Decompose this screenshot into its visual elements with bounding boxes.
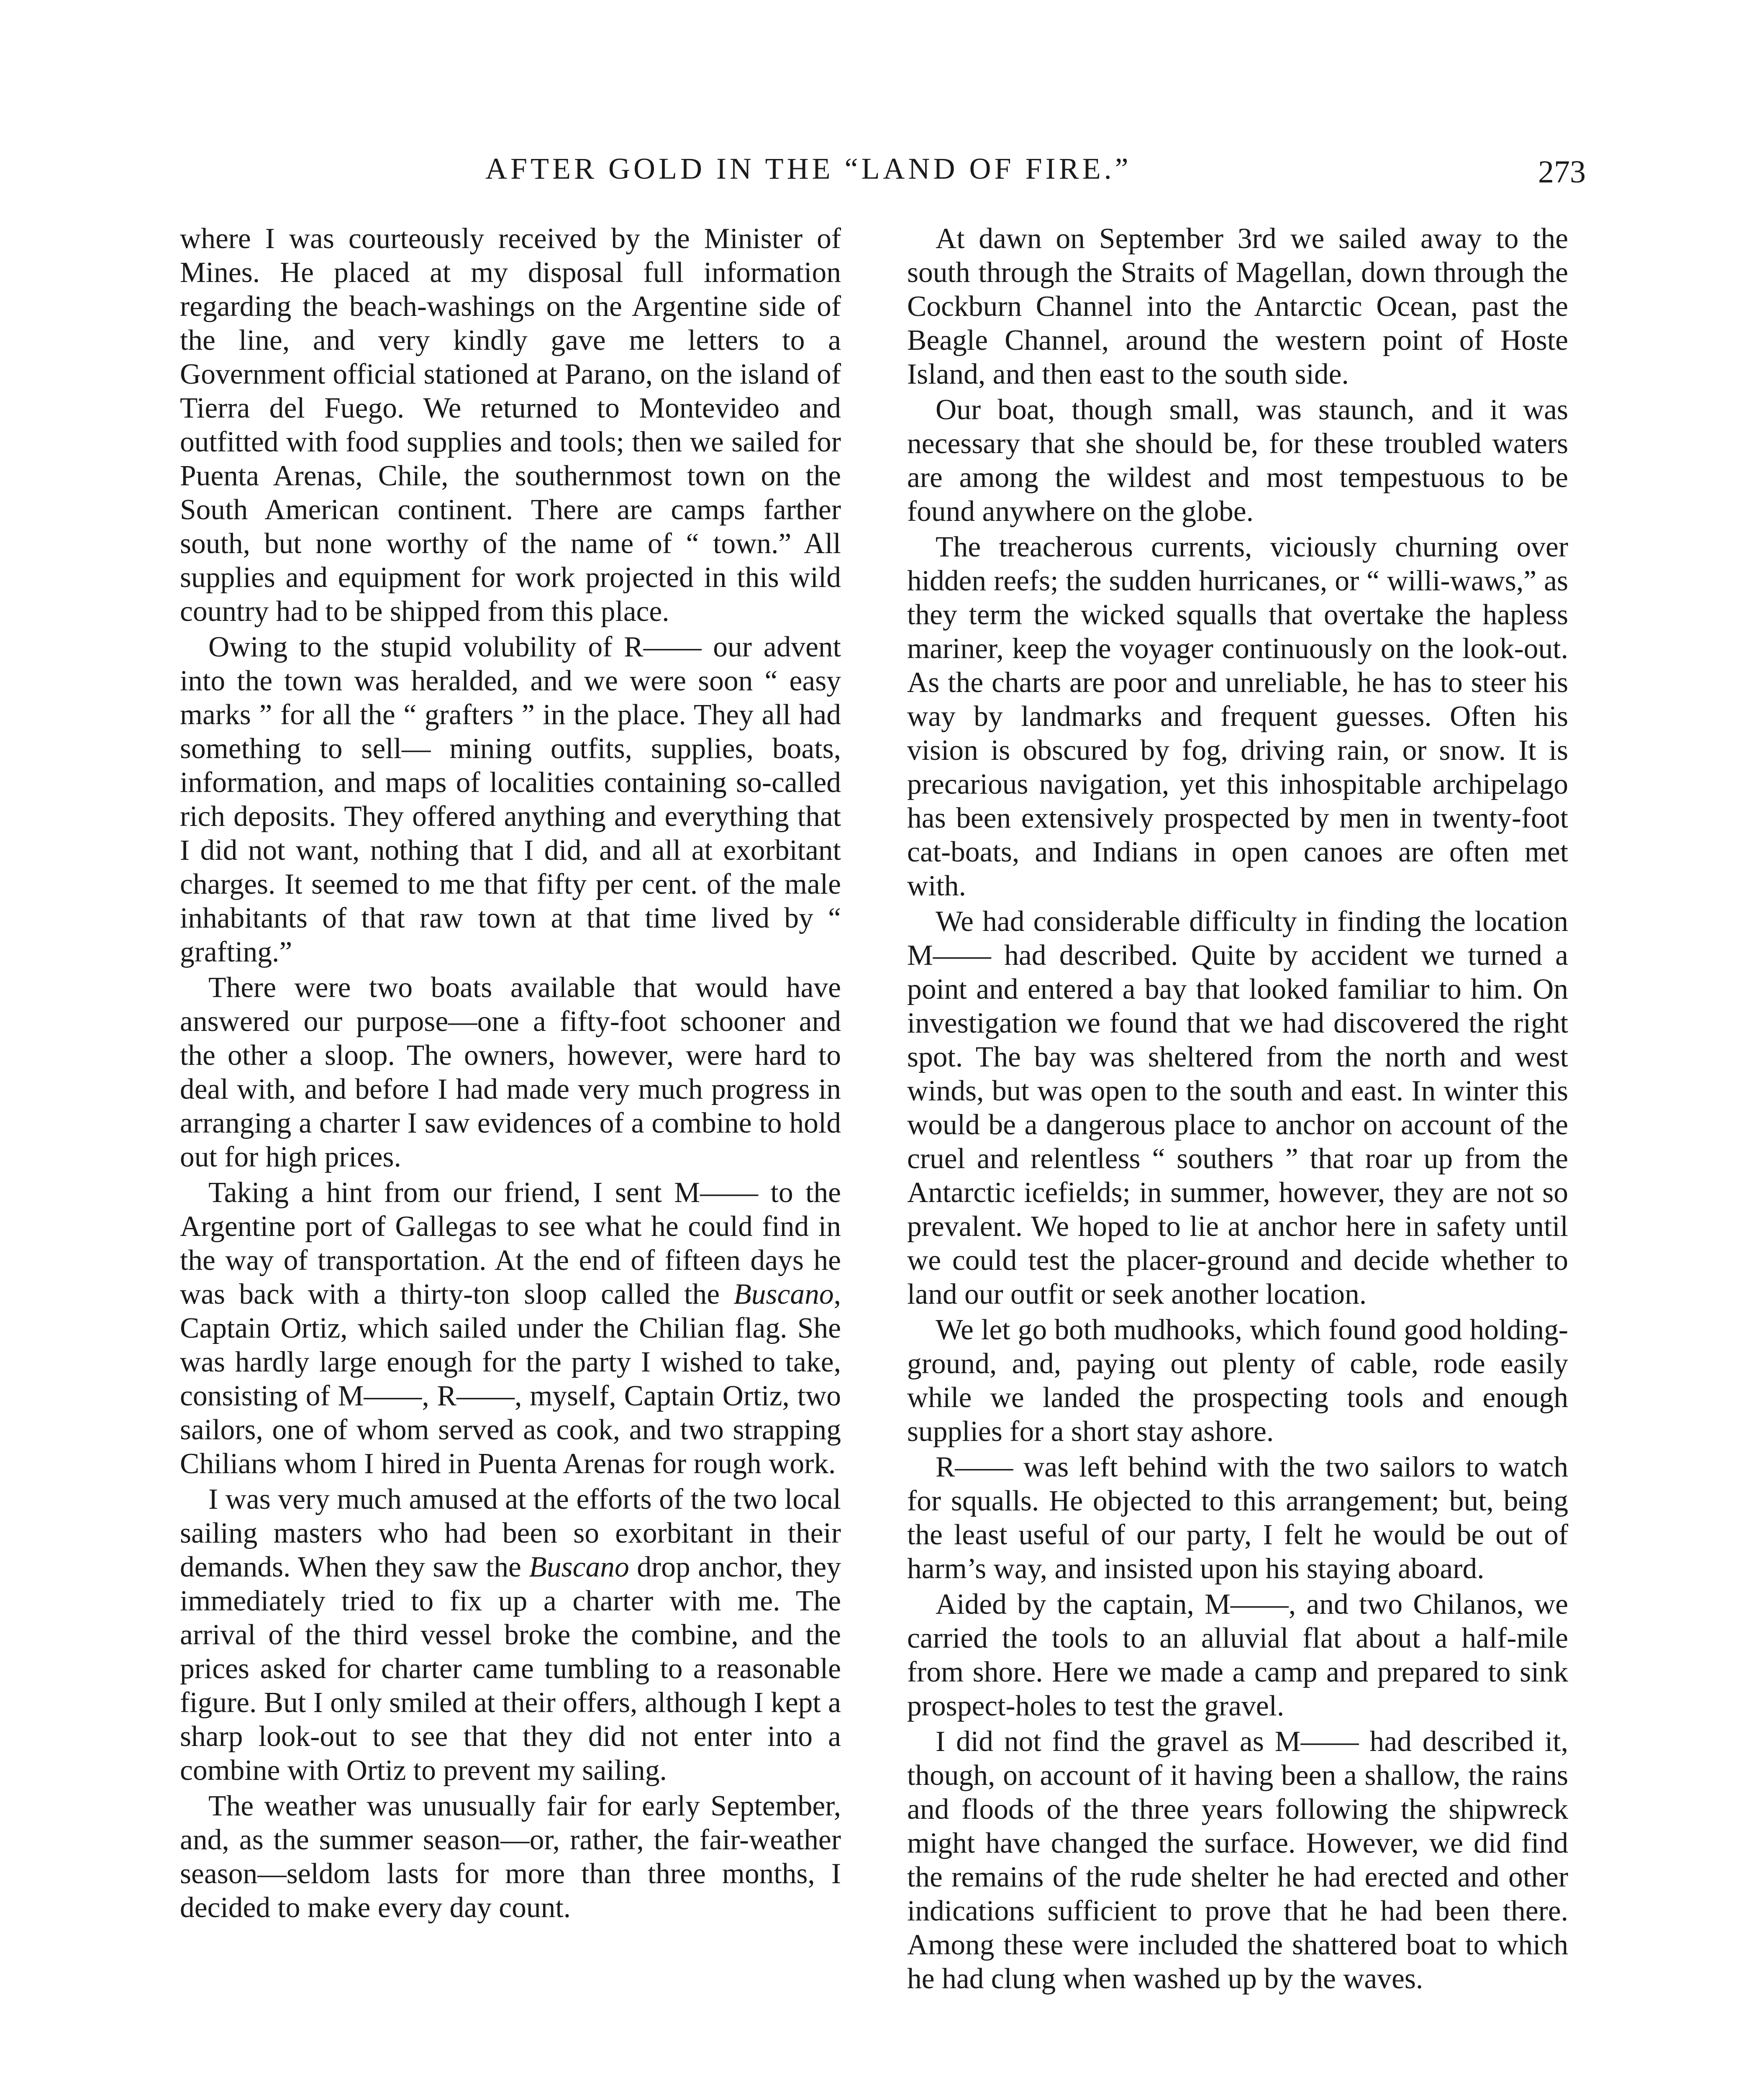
paragraph: I did not find the gravel as M—— had described it, though, on account of it having been a shallow, the rains and floods of the three years following the shipwreck might have changed the surface. However, we did find the remains of the rude shelter he had erected and other indications sufficient to prove that he had been there. Among these were included the shattered boat to which he had clung when washed up by the waves. — [907, 1725, 1568, 1995]
paragraph: The treacherous currents, viciously churning over hidden reefs; the sudden hurricanes, or “ willi-waws,” as they term the wicked squalls that overtake the hapless mariner, keep the voyager continuously on the look-out. As the charts are poor and unreliable, he has to steer his way by landmarks and frequent guesses. Often his vision is obscured by fog, driving rain, or snow. It is precarious navigation, yet this inhospitable archipelago has been extensively prospected by men in twenty-foot cat-boats, and Indians in open canoes are often met with. — [907, 531, 1568, 902]
paragraph — [180, 1482, 841, 1787]
paragraph-text: drop anchor, they immediately tried to fix up a charter with me. The arrival of the third vessel broke the combine, and the prices asked for charter came tumbling to a reasonable figure. But I only smiled at their offers, although I kept a sharp look-out to see that they did not enter into a combine with Ortiz to prevent my sailing. — [180, 1551, 841, 1787]
paragraph: We let go both mudhooks, which found good holding-ground, and, paying out plenty of cable, rode easily while we landed the prospecting tools and enough supplies for a short stay ashore. — [907, 1314, 1568, 1448]
paragraph-text: Taking a hint from our friend, I sent M—— to the Argentine port of Gallegas to see what he could find in the way of transportation. At the end of fifteen days he was back with a thirty-ton sloop called the — [180, 1177, 841, 1310]
page-number: 273 — [1538, 154, 1586, 190]
paragraph-text: I was very much amused at the efforts of the two local sailing masters who had been so exorbitant in their demands. When they saw the — [180, 1483, 841, 1583]
paragraph: We had considerable difficulty in finding the location M—— had described. Quite by accident we turned a point and entered a bay that looked familiar to him. On investigation we found that we had discovered the right spot. The bay was sheltered from the north and west winds, but was open to the south and east. In winter this would be a dangerous place to anchor on account of the cruel and relentless “ southers ” that roar up from the Antarctic icefields; in summer, however, they are not so prevalent. We hoped to lie at anchor here in safety until we could test the placer-ground and decide whether to land our outfit or seek another location. — [907, 905, 1568, 1310]
paragraph: where I was courteously received by the Minister of Mines. He placed at my disposal full information regarding the beach-washings on the Argentine side of the line, and very kindly gave me letters to a Government official stationed at Parano, on the island of Tierra del Fuego. We returned to Montevideo and outfitted with food supplies and tools; then we sailed for Puenta Arenas, Chile, the southernmost town on the South American continent. There are camps farther south, but none worthy of the name of “ town.” All supplies and equipment for work projected in this wild country had to be shipped from this place. — [180, 223, 841, 628]
paragraph: R—— was left behind with the two sailors to watch for squalls. He objected to this arrangement; but, being the least useful of our party, I felt he would be out of harm’s way, and insisted upon his staying aboard. — [907, 1451, 1568, 1585]
ship-name: Buscano — [529, 1551, 629, 1583]
paragraph: The weather was unusually fair for early September, and, as the summer season—or, rather, the fair-weather season—seldom lasts for more than three months, I decided to make every day count. — [180, 1790, 841, 1924]
paragraph: At dawn on September 3rd we sailed away to the south through the Straits of Magellan, down through the Cockburn Channel into the Antarctic Ocean, past the Beagle Channel, around the western point of Hoste Island, and then east to the south side. — [907, 223, 1568, 390]
paragraph: There were two boats available that would have answered our purpose—one a fifty-foot schooner and the other a sloop. The owners, however, were hard to deal with, and before I had made very much progress in arranging a charter I saw evidences of a combine to hold out for high prices. — [180, 972, 841, 1173]
right-column — [907, 222, 1568, 1996]
page-header — [176, 151, 1586, 197]
paragraph: Owing to the stupid volubility of R—— our advent into the town was heralded, and we were soon “ easy marks ” for all the “ grafters ” in the place. They all had something to sell— mining outfits, supplies, boats, information, and maps of localities containing so-called rich deposits. They offered anything and everything that I did not want, nothing that I did, and all at exorbitant charges. It seemed to me that fifty per cent. of the male inhabitants of that raw town at that time lived by “ grafting.” — [180, 631, 841, 968]
ship-name: Buscano — [733, 1278, 834, 1310]
paragraph: Aided by the captain, M——, and two Chilanos, we carried the tools to an alluvial flat about a half-mile from shore. Here we made a camp and prepared to sink prospect-holes to test the gravel. — [907, 1588, 1568, 1722]
running-title: AFTER GOLD IN THE “LAND OF FIRE.” — [485, 152, 1132, 185]
paragraph-text: , Captain Ortiz, which sailed under the Chilian flag. She was hardly large enough for the party I wished to take, consisting of M——, R——, myself, Captain Ortiz, two sailors, one of whom served as cook, and two strapping Chilians whom I hired in Puenta Arenas for rough work. — [180, 1278, 841, 1480]
paragraph — [180, 1176, 841, 1481]
left-column — [180, 222, 841, 1925]
paragraph: Our boat, though small, was staunch, and it was necessary that she should be, for these troubled waters are among the wildest and most tempestuous to be found anywhere on the globe. — [907, 394, 1568, 528]
